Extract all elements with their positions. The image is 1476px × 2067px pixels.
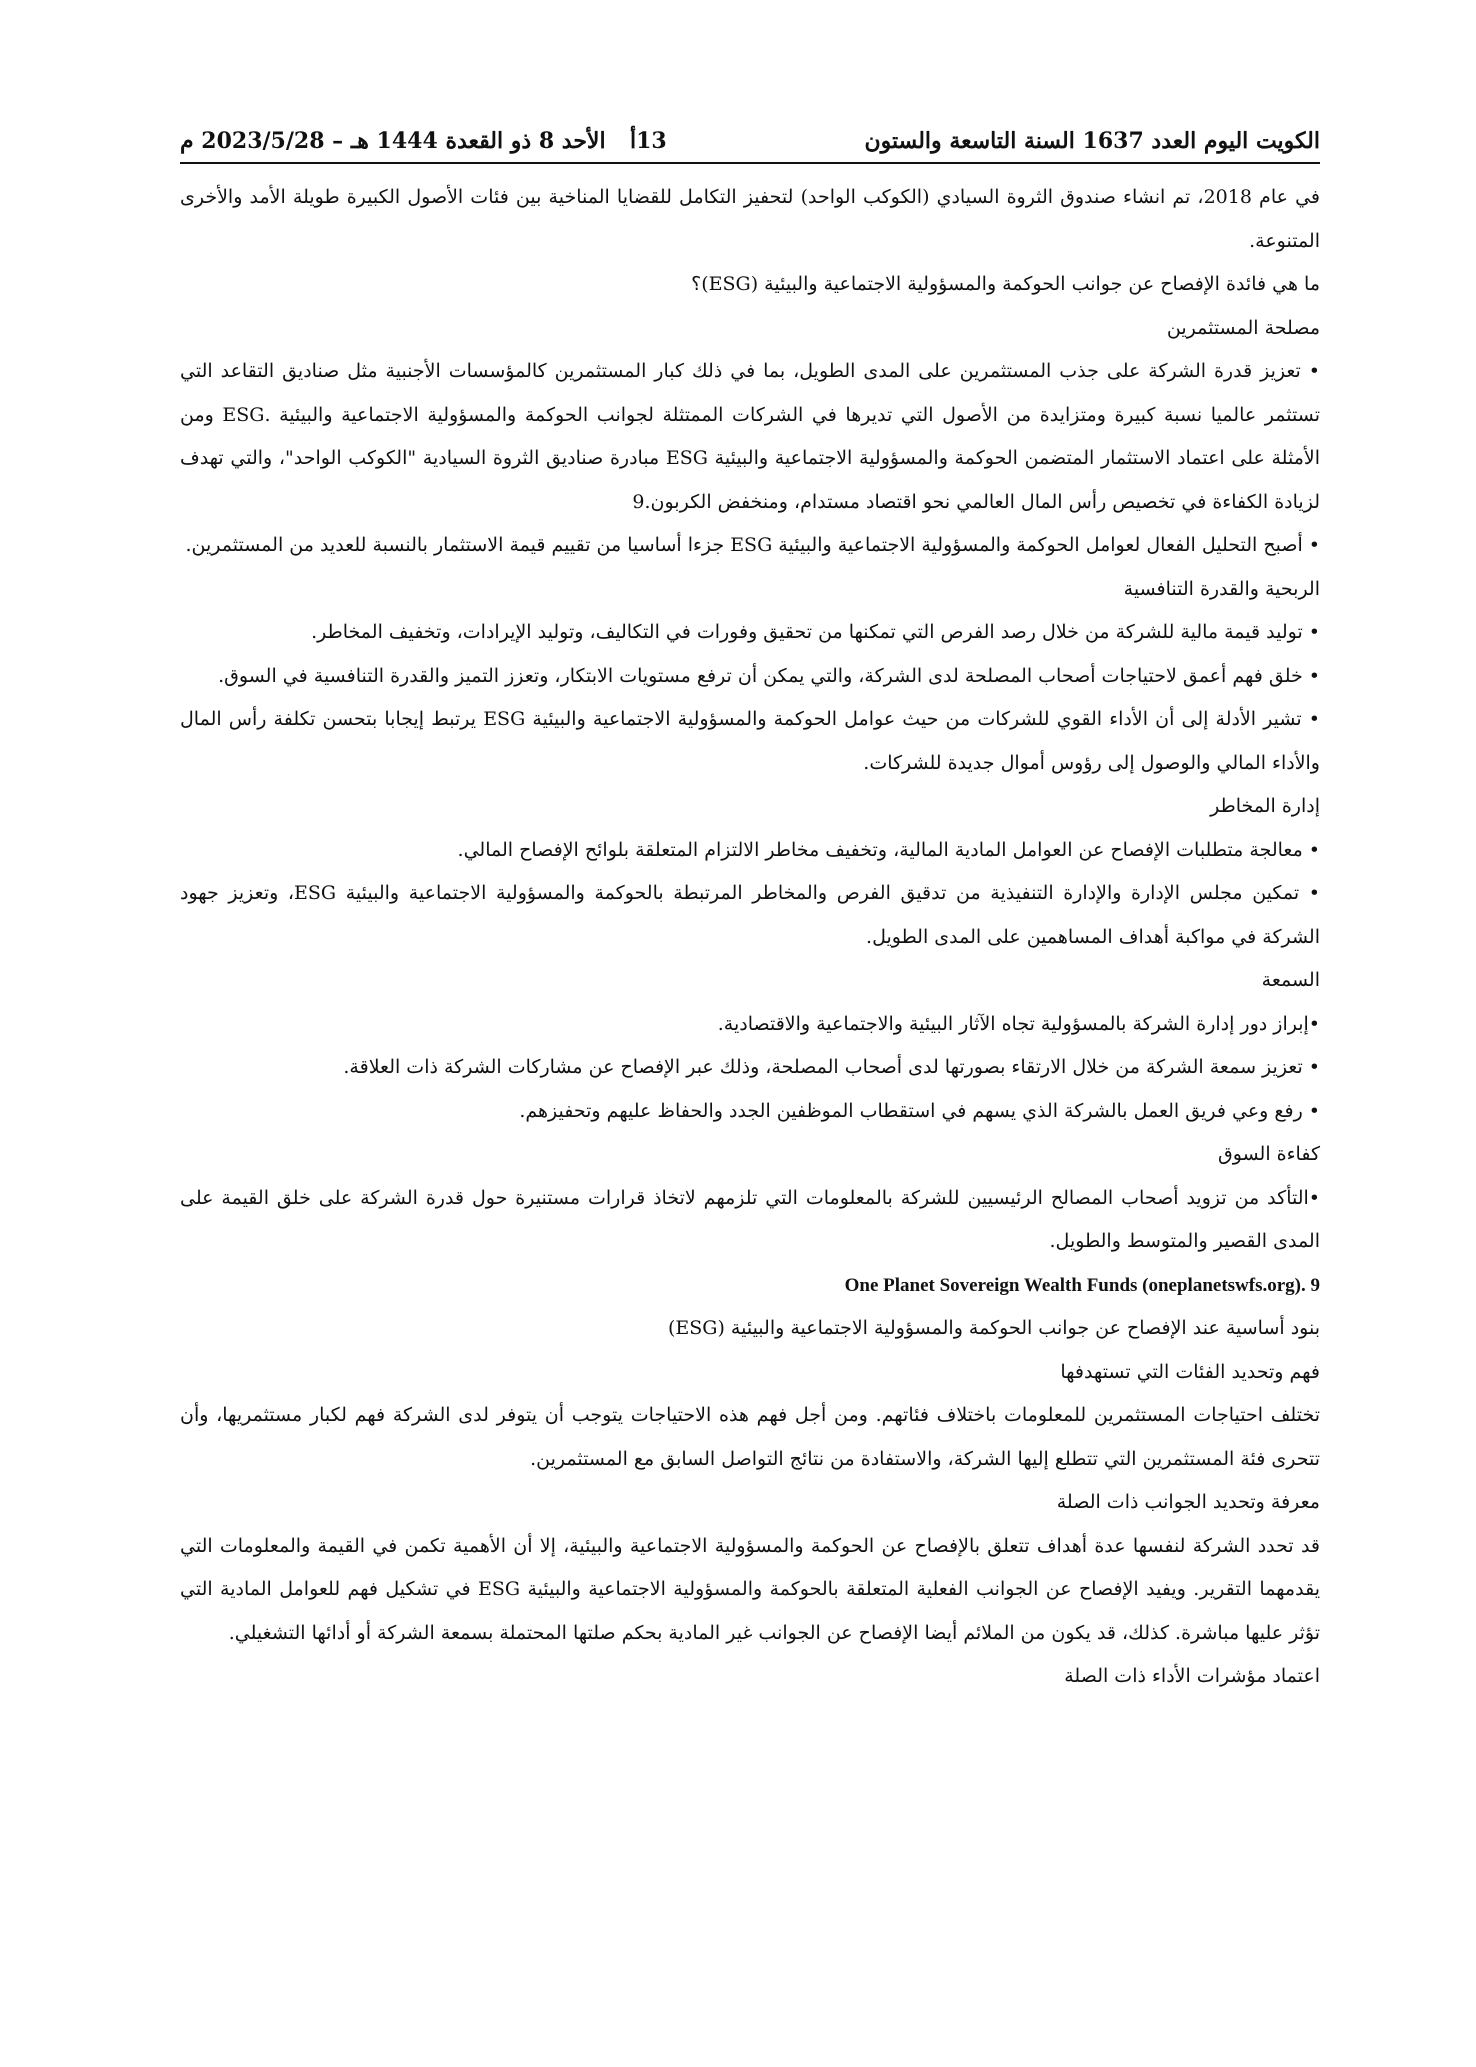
bullet-item: • تعزيز قدرة الشركة على جذب المستثمرين على المدى الطويل، بما في ذلك كبار المستثمرين كالمؤسسات الأجنبية مثل صناديق التقاعد التي تستثمر عالميا نسبة كبيرة ومتزايدة من الأصول التي تديرها في الشركات الممتثلة لجوانب الحوكمة والمسؤولية الاجتماعية والبيئية .ESG ومن الأمثلة على اعتماد الاستثمار المتضمن الحوكمة والمسؤولية الاجتماعية والبيئية ESG مبادرة صناديق الثروة السيادية "الكوكب الواحد"، والتي تهدف لزيادة الكفاءة في تخصيص رأس المال العالمي نحو اقتصاد مستدام، ومنخفض الكربون.9 [180,360,1320,513]
header-issue: الكويت اليوم العدد 1637 السنة التاسعة والستون [864,128,1320,154]
section-heading: ما هي فائدة الإفصاح عن جوانب الحوكمة والمسؤولية الاجتماعية والبيئية (ESG)؟ [691,273,1320,295]
bullet-item: • رفع وعي فريق العمل بالشركة الذي يسهم في استقطاب الموظفين الجدد والحفاظ عليهم وتحفيزهم. [519,1099,1320,1122]
section-heading: كفاءة السوق [1218,1143,1320,1165]
bullet-item: • خلق فهم أعمق لاحتياجات أصحاب المصلحة لدى الشركة، والتي يمكن أن ترفع مستويات الابتكار، وتعزز التميز والقدرة التنافسية في السوق. [218,664,1320,687]
section-heading: السمعة [1261,969,1320,991]
section-heading: مصلحة المستثمرين [1166,316,1320,339]
bullet-item: •إبراز دور إدارة الشركة بالمسؤولية تجاه الآثار البيئية والاجتماعية والاقتصادية. [717,1012,1320,1035]
bullet-item: • تعزيز سمعة الشركة من خلال الارتقاء بصورتها لدى أصحاب المصلحة، وذلك عبر الإفصاح عن مشاركات الشركة ذات العلاقة. [343,1056,1320,1078]
section-heading: معرفة وتحديد الجوانب ذات الصلة [1056,1491,1320,1513]
header-date: الأحد 8 ذو القعدة 1444 هـ – 2023/5/28 م [180,128,606,154]
bullet-item: •التأكد من تزويد أصحاب المصالح الرئيسيين للشركة بالمعلومات التي تلزمهم لاتخاذ قرارات مستنيرة حول قدرة الشركة على خلق القيمة على المدى القصير والمتوسط والطويل. [180,1186,1320,1252]
paragraph: قد تحدد الشركة لنفسها عدة أهداف تتعلق بالإفصاح عن الحوكمة والمسؤولية الاجتماعية والبيئية، إلا أن الأهمية تكمن في القيمة والمعلومات التي يقدمهما التقرير. ويفيد الإفصاح عن الجوانب الفعلية المتعلقة بالحوكمة والمسؤولية الاجتماعية والبيئية ESG في تشكيل فهم للعوامل المادية التي تؤثر عليها مباشرة. كذلك، قد يكون من الملائم أيضا الإفصاح عن الجوانب غير المادية بحكم صلتها المحتملة بسمعة الشركة أو أدائها التشغيلي. [180,1534,1320,1644]
header-page-number: 13أ [630,128,667,154]
section-heading: بنود أساسية عند الإفصاح عن جوانب الحوكمة والمسؤولية الاجتماعية والبيئية (ESG) [667,1317,1320,1339]
footnote: One Planet Sovereign Wealth Funds (oneplanetswfs.org). 9 [844,1274,1320,1296]
bullet-item: • توليد قيمة مالية للشركة من خلال رصد الفرص التي تمكنها من تحقيق وفورات في التكاليف، وتوليد الإيرادات، وتخفيف المخاطر. [311,621,1320,643]
section-heading: فهم وتحديد الفئات التي تستهدفها [1060,1360,1320,1383]
bullet-item: • أصبح التحليل الفعال لعوامل الحوكمة والمسؤولية الاجتماعية والبيئية ESG جزءا أساسيا من تقييم قيمة الاستثمار بالنسبة للعديد من المستثمرين. [185,534,1320,556]
paragraph: تختلف احتياجات المستثمرين للمعلومات باختلاف فئاتهم. ومن أجل فهم هذه الاحتياجات يتوجب أن يتوفر لدى الشركة فهم لكبار مستثمريها، وأن تتحرى فئة المستثمرين التي تتطلع إليها الشركة، والاستفادة من نتائج التواصل السابق مع المستثمرين. [180,1404,1320,1470]
bullet-item: • تشير الأدلة إلى أن الأداء القوي للشركات من حيث عوامل الحوكمة والمسؤولية الاجتماعية والبيئية ESG يرتبط إيجابا بتحسن تكلفة رأس المال والأداء المالي والوصول إلى رؤوس أموال جديدة للشركات. [180,708,1320,774]
bullet-item: • معالجة متطلبات الإفصاح عن العوامل المادية المالية، وتخفيف مخاطر الالتزام المتعلقة بلوائح الإفصاح المالي. [457,838,1320,861]
section-heading: الربحية والقدرة التنافسية [1123,577,1320,600]
page-header [180,122,1320,164]
bullet-item: • تمكين مجلس الإدارة والإدارة التنفيذية من تدقيق الفرص والمخاطر المرتبطة بالحوكمة والمسؤولية الاجتماعية والبيئية ESG، وتعزيز جهود الشركة في مواكبة أهداف المساهمين على المدى الطويل. [180,882,1320,948]
section-heading: إدارة المخاطر [1210,795,1320,817]
section-heading: اعتماد مؤشرات الأداء ذات الصلة [1064,1665,1320,1687]
document-page [180,122,1320,1699]
paragraph: في عام 2018، تم انشاء صندوق الثروة السيادي (الكوكب الواحد) لتحفيز التكامل للقضايا المناخية بين فئات الأصول الكبيرة طويلة الأمد والأخرى المتنوعة. [180,186,1320,252]
document-body [180,164,1320,1699]
